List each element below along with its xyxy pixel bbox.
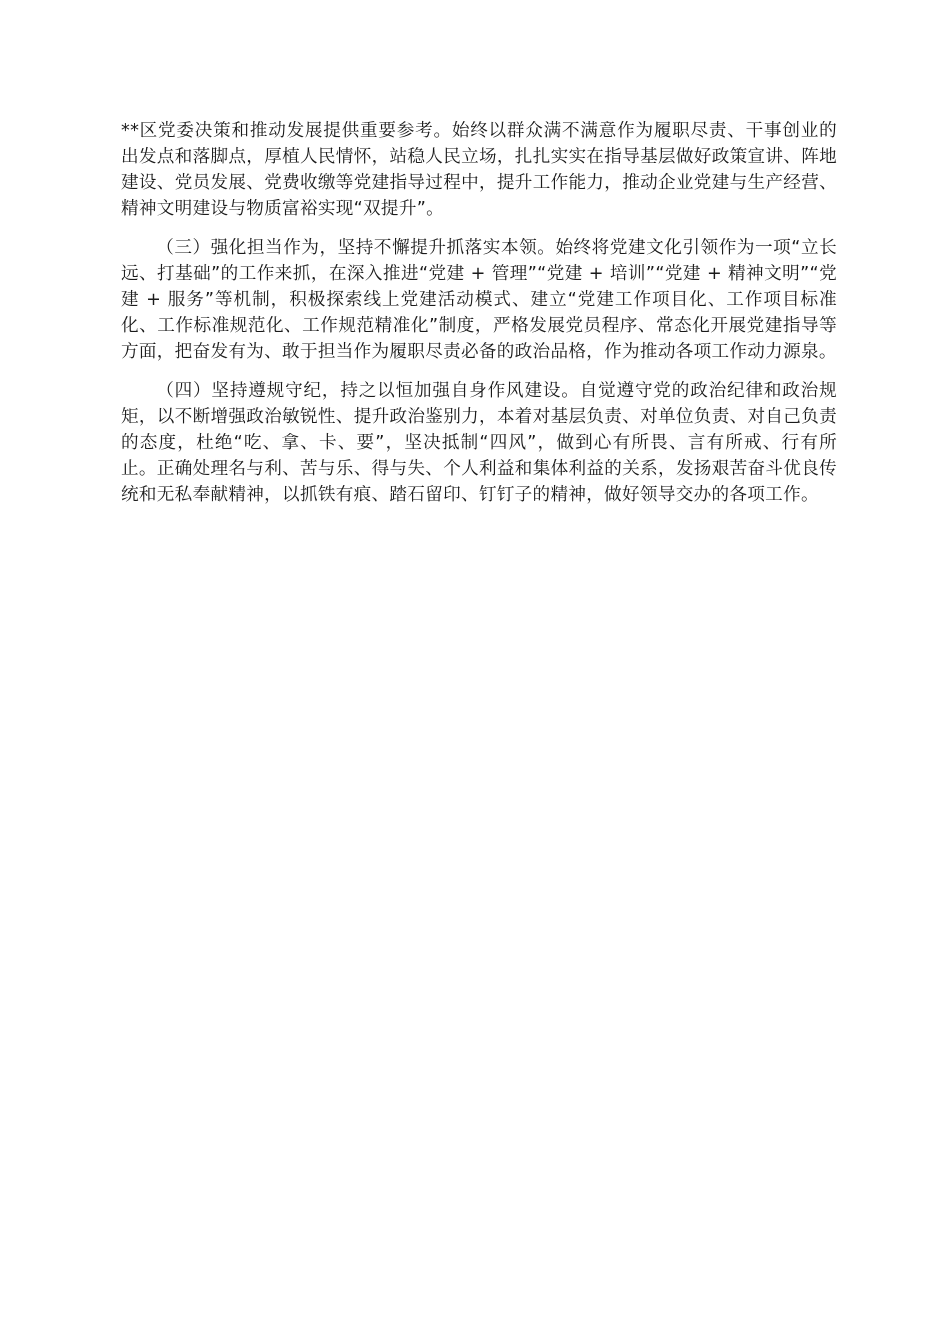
paragraph-section-four: （四）坚持遵规守纪，持之以恒加强自身作风建设。自觉遵守党的政治纪律和政治规矩，以不断增强政治敏锐性、提升政治鉴别力，本着对基层负责、对单位负责、对自己负责的态度，杜绝“吃、拿、卡、要”，坚决抵制“四风”，做到心有所畏、言有所戒、行有所止。正确处理名与利、苦与乐、得与失、个人利益和集体利益的关系，发扬艰苦奋斗优良传统和无私奉献精神，以抓铁有痕、踏石留印、钉钉子的精神，做好领导交办的各项工作。 (121, 381, 837, 505)
document-body (121, 118, 837, 508)
paragraph-continuation: **区党委决策和推动发展提供重要参考。始终以群众满不满意作为履职尽责、干事创业的出发点和落脚点，厚植人民情怀，站稳人民立场，扎扎实实在指导基层做好政策宣讲、阵地建设、党员发展、党费收缴等党建指导过程中，提升工作能力，推动企业党建与生产经营、精神文明建设与物质富裕实现“双提升”。 (121, 121, 837, 219)
paragraph-section-three: （三）强化担当作为，坚持不懈提升抓落实本领。始终将党建文化引领作为一项“立长远、打基础”的工作来抓，在深入推进“党建 + 管理”“党建 + 培训”“党建 + 精神文明”“党建 + 服务”等机制，积极探索线上党建活动模式、建立“党建工作项目化、工作项目标准化、工作标准规范化、工作规范精准化”制度，严格发展党员程序、常态化开展党建指导等方面，把奋发有为、敢于担当作为履职尽责必备的政治品格，作为推动各项工作动力源泉。 (121, 238, 837, 362)
